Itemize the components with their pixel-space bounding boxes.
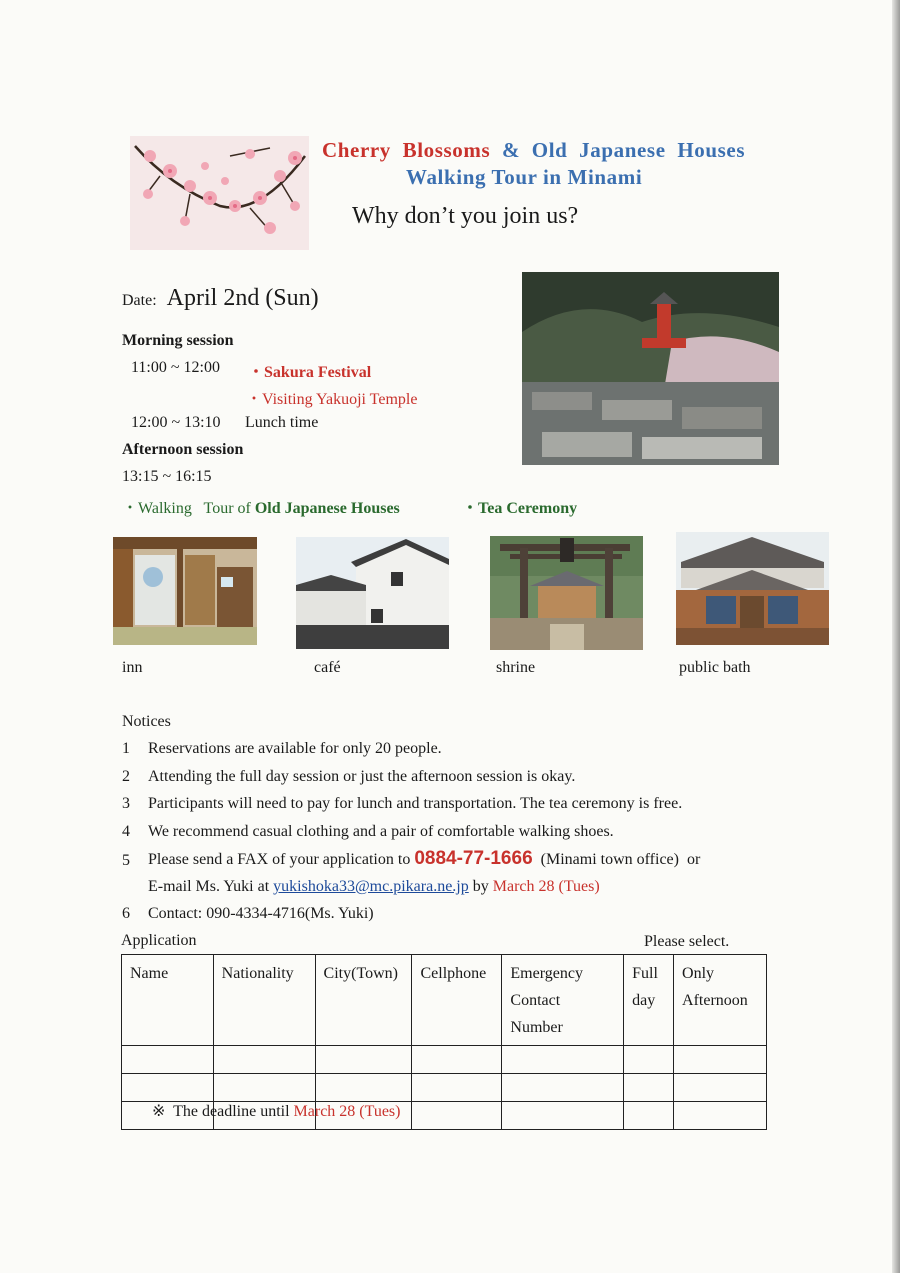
notice-3-num: 3 xyxy=(122,795,130,812)
nationality-cell[interactable] xyxy=(213,1046,315,1074)
table-header-row xyxy=(122,955,767,1046)
city-cell[interactable] xyxy=(315,1074,412,1102)
full-day-cell[interactable] xyxy=(624,1074,674,1102)
notice-1-num: 1 xyxy=(122,740,130,757)
table-row xyxy=(122,1074,767,1102)
lunch-label: Lunch time xyxy=(245,414,319,431)
date-label: Date: xyxy=(122,292,157,309)
email-link[interactable]: yukishoka33@mc.pikara.ne.jp xyxy=(273,878,469,895)
cellphone-cell[interactable] xyxy=(412,1074,502,1102)
notice-2-num: 2 xyxy=(122,768,130,785)
only-afternoon-cell[interactable] xyxy=(674,1074,767,1102)
bullet: ・ xyxy=(246,391,263,408)
title-word-blossoms: Blossoms xyxy=(402,138,491,162)
title-line-1 xyxy=(322,138,745,163)
morning-item-1 xyxy=(248,359,371,382)
cellphone-cell[interactable] xyxy=(412,1102,502,1130)
title-word-cherry: Cherry xyxy=(322,138,391,162)
header-only-1: Only xyxy=(682,965,715,982)
full-day-cell[interactable] xyxy=(624,1046,674,1074)
cherry-blossom-illustration xyxy=(130,136,309,250)
deadline-note-date: March 28 (Tues) xyxy=(293,1103,401,1120)
notice-6-text: Contact: 090-4334-4716(Ms. Yuki) xyxy=(148,905,374,922)
emergency-cell[interactable] xyxy=(502,1102,624,1130)
notice-3-text: Participants will need to pay for lunch and transportation. The tea ceremony is free. xyxy=(148,795,683,812)
office-note: (Minami town office) xyxy=(540,851,679,868)
cellphone-cell[interactable] xyxy=(412,1046,502,1074)
header-full-day xyxy=(624,955,674,1046)
notices-heading: Notices xyxy=(122,713,171,730)
city-cell[interactable] xyxy=(315,1046,412,1074)
tagline: Why don’t you join us? xyxy=(352,203,579,229)
public-bath-caption: public bath xyxy=(679,659,751,676)
notice-5-num: 5 xyxy=(122,852,130,869)
morning-item-2 xyxy=(246,386,417,409)
deadline-date: March 28 (Tues) xyxy=(492,878,600,895)
table-row xyxy=(122,1046,767,1074)
notice-2-text: Attending the full day session or just the afternoon session is okay. xyxy=(148,768,576,785)
name-cell[interactable] xyxy=(122,1074,214,1102)
date-value: April 2nd (Sun) xyxy=(166,285,319,311)
header-only-2: Afternoon xyxy=(682,992,748,1009)
header-emergency-1: Emergency xyxy=(510,965,583,982)
full-day-cell[interactable] xyxy=(624,1102,674,1130)
sakura-festival: Sakura Festival xyxy=(264,364,372,381)
bullet: ・ xyxy=(248,364,265,381)
title-ampersand: & xyxy=(501,138,521,162)
date-row xyxy=(122,285,319,312)
bullet: ・ xyxy=(462,500,479,517)
notice-4-text: We recommend casual clothing and a pair of comfortable walking shoes. xyxy=(148,823,614,840)
title-word-houses: Houses xyxy=(677,138,746,162)
inn-caption: inn xyxy=(122,659,143,676)
fax-number: 0884-77-1666 xyxy=(414,848,533,869)
afternoon-time: 13:15 ~ 16:15 xyxy=(122,468,212,485)
header-cellphone: Cellphone xyxy=(412,955,502,1046)
title-word-japanese: Japanese xyxy=(579,138,666,162)
old-japanese-houses: Old Japanese Houses xyxy=(254,500,400,517)
public-bath-photo xyxy=(676,532,829,645)
header-only-afternoon xyxy=(674,955,767,1046)
inn-photo xyxy=(113,537,257,645)
header-name: Name xyxy=(122,955,214,1046)
shrine-photo xyxy=(490,536,643,650)
cafe-photo xyxy=(296,537,449,649)
notice-5-pre: Please send a FAX of your application to xyxy=(148,851,411,868)
emergency-cell[interactable] xyxy=(502,1046,624,1074)
header-emergency xyxy=(502,955,624,1046)
afternoon-session-heading: Afternoon session xyxy=(122,441,244,458)
lunch-time: 12:00 ~ 13:10 xyxy=(131,414,221,431)
only-afternoon-cell[interactable] xyxy=(674,1046,767,1074)
header-full-2: day xyxy=(632,992,656,1009)
please-select-note: Please select. xyxy=(644,933,730,950)
header-city: City(Town) xyxy=(315,955,412,1046)
header-emergency-2: Contact Number xyxy=(510,992,563,1036)
application-label: Application xyxy=(121,932,197,949)
only-afternoon-cell[interactable] xyxy=(674,1102,767,1130)
or-word: or xyxy=(686,851,701,868)
afternoon-item-2 xyxy=(462,495,577,518)
notice-5-line2 xyxy=(148,878,600,896)
deadline-note-text: The deadline until xyxy=(173,1103,290,1120)
title-line-2: Walking Tour in Minami xyxy=(406,165,643,189)
email-pre: E-mail Ms. Yuki at xyxy=(148,878,270,895)
morning-session-heading: Morning session xyxy=(122,332,234,349)
cafe-caption: café xyxy=(314,659,341,676)
name-cell[interactable] xyxy=(122,1046,214,1074)
paper-edge xyxy=(892,0,900,1273)
bullet: ・ xyxy=(122,500,139,517)
title-word-old: Old xyxy=(531,138,568,162)
walking: Walking xyxy=(138,500,192,517)
morning-time: 11:00 ~ 12:00 xyxy=(131,359,220,376)
notice-1-text: Reservations are available for only 20 people. xyxy=(148,740,442,757)
notice-4-num: 4 xyxy=(122,823,130,840)
temple-photo xyxy=(522,272,779,465)
by-word: by xyxy=(472,878,489,895)
afternoon-item-1 xyxy=(122,495,400,518)
header-full-1: Full xyxy=(632,965,658,982)
tour-of: Tour of xyxy=(203,500,251,517)
visiting-temple: Visiting Yakuoji Temple xyxy=(262,391,418,408)
deadline-note xyxy=(152,1101,400,1121)
shrine-caption: shrine xyxy=(496,659,536,676)
tea-ceremony: Tea Ceremony xyxy=(478,500,578,517)
nationality-cell[interactable] xyxy=(213,1074,315,1102)
emergency-cell[interactable] xyxy=(502,1074,624,1102)
notice-6-num: 6 xyxy=(122,905,130,922)
reference-mark: ※ xyxy=(152,1103,166,1120)
notice-5-line1 xyxy=(148,848,700,870)
header-nationality: Nationality xyxy=(213,955,315,1046)
